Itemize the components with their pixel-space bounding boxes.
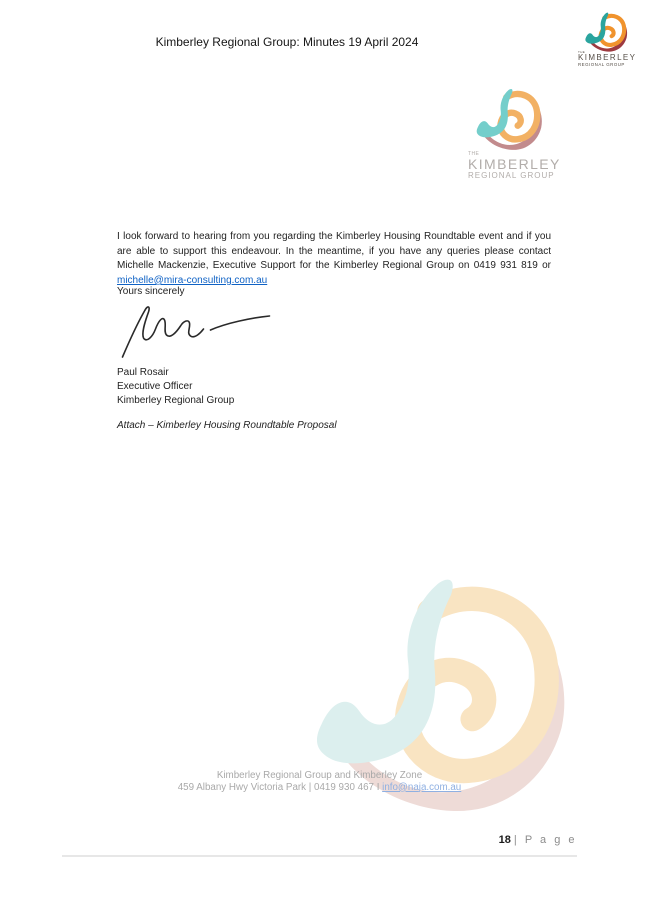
logo-the-label: THE	[578, 50, 586, 54]
footer-line1: Kimberley Regional Group and Kimberley Zone	[216, 770, 423, 781]
logo-letterhead-text	[468, 152, 568, 180]
page-footer	[62, 770, 577, 793]
kimberley-swirl-icon	[462, 88, 562, 152]
footer-line2	[62, 782, 577, 794]
page-number	[499, 834, 577, 846]
signatory-title: Executive Officer	[117, 381, 193, 393]
logo-the-label: THE	[468, 151, 480, 157]
logo-name-label: KIMBERLEY	[578, 53, 637, 63]
kimberley-swirl-icon	[580, 12, 636, 53]
logo-subtitle-label: REGIONAL GROUP	[578, 61, 625, 67]
signatory-name: Paul Rosair	[117, 367, 169, 378]
letter-body-paragraph	[117, 230, 551, 288]
page-number-suffix: | P a g e	[513, 834, 577, 846]
signatory-organisation: Kimberley Regional Group	[117, 395, 235, 407]
letter-body-text: I look forward to hearing from you regarding the Kimberley Housing Roundtable event and if you are able to support this endeavour. In the meantime, if you have any queries please contact Michelle Mackenzie, Executive Support for the Kimberley Regional Group on 0419 931 819 or	[117, 231, 551, 272]
header-title: Kimberley Regional Group: Minutes 19 April 2024	[155, 35, 419, 49]
signature-image	[114, 299, 280, 361]
logo-small-text	[578, 51, 640, 67]
footer-divider	[62, 855, 577, 857]
signature-block	[117, 366, 234, 409]
logo-letterhead	[462, 88, 568, 180]
logo-small	[578, 12, 640, 67]
page-number-value: 18	[498, 834, 511, 846]
logo-name-label: KIMBERLEY	[468, 156, 561, 173]
attachment-note: Attach – Kimberley Housing Roundtable Proposal	[117, 420, 337, 431]
footer-address-text: 459 Albany Hwy Victoria Park | 0419 930 467 I	[177, 781, 383, 793]
closing-salutation: Yours sincerely	[117, 286, 185, 297]
footer-email-link[interactable]: info@naja.com.au	[382, 781, 462, 793]
michelle-email-link[interactable]: michelle@mira-consulting.com.au	[117, 274, 268, 286]
logo-subtitle-label: REGIONAL GROUP	[468, 170, 555, 180]
